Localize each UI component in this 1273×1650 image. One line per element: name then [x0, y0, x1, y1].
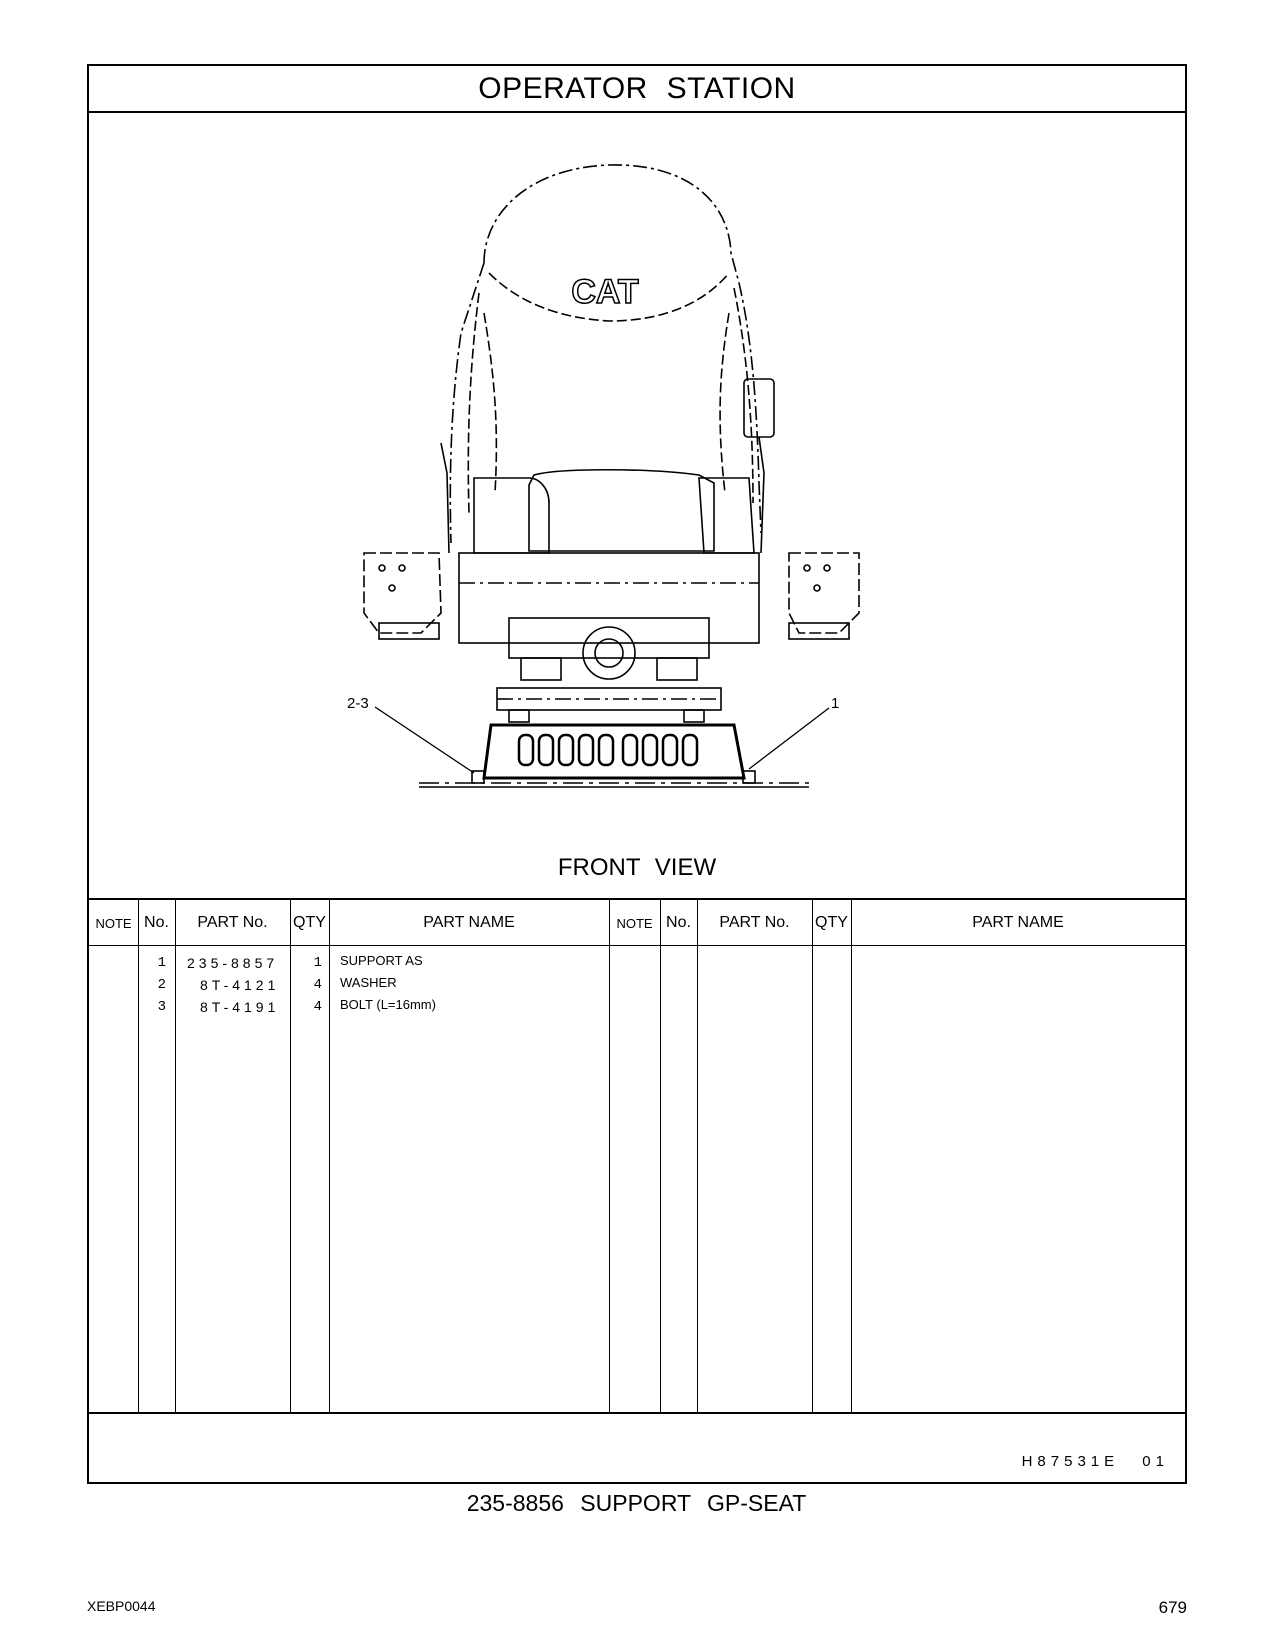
- callout-label-2-3: 2-3: [347, 695, 369, 712]
- callout-leader-1: [749, 708, 829, 769]
- parts-illustration: [89, 113, 1185, 900]
- row-3-qty: 4: [313, 999, 322, 1015]
- callout-leader-2-3: [375, 707, 474, 773]
- col-header-part-name-2: PART NAME: [972, 914, 1064, 931]
- group-caption: 235-8856 SUPPORT GP-SEAT: [466, 1490, 807, 1516]
- row-1-part-name: SUPPORT AS: [340, 953, 423, 968]
- col-header-note: NOTE: [95, 915, 132, 931]
- illustration-code: H87531E 01: [1021, 1453, 1169, 1470]
- swivel-hub: [583, 627, 635, 679]
- cat-logo: [571, 273, 639, 311]
- page-number: 679: [1158, 1598, 1187, 1617]
- seat-front-view-drawing: [89, 113, 1185, 900]
- page-title: OPERATOR STATION: [478, 71, 796, 105]
- callout-label-1: 1: [831, 695, 840, 712]
- row-3-part-name: BOLT (L=16mm): [340, 997, 436, 1012]
- col-header-qty: QTY: [293, 914, 326, 931]
- col-header-part-no-2: PART No.: [719, 914, 790, 931]
- row-1-no: 1: [157, 955, 166, 971]
- parts-page-frame: [87, 64, 1187, 1484]
- seat-cushion: [529, 470, 714, 551]
- col-header-qty-2: QTY: [815, 914, 848, 931]
- col-header-no: No.: [144, 914, 169, 931]
- col-header-part-name: PART NAME: [423, 914, 515, 931]
- svg-text:CAT: CAT: [571, 273, 639, 311]
- row-1-part-no: 235-8857: [187, 955, 279, 971]
- row-3-part-no: 8T-4191: [200, 999, 280, 1015]
- col-header-no-2: No.: [666, 914, 691, 931]
- row-2-part-name: WASHER: [340, 975, 397, 990]
- row-1-qty: 1: [313, 955, 322, 971]
- parts-table: [89, 898, 1185, 1414]
- row-2-part-no: 8T-4121: [200, 977, 280, 993]
- col-header-part-no: PART No.: [197, 914, 268, 931]
- view-label: FRONT VIEW: [557, 854, 717, 881]
- row-2-qty: 4: [313, 977, 322, 993]
- suspension-mechanism: [459, 553, 759, 643]
- row-3-no: 3: [157, 999, 166, 1015]
- col-header-note-2: NOTE: [616, 915, 653, 931]
- title-bar: [89, 66, 1185, 113]
- document-id: XEBP0044: [87, 1598, 156, 1614]
- row-2-no: 2: [157, 977, 166, 993]
